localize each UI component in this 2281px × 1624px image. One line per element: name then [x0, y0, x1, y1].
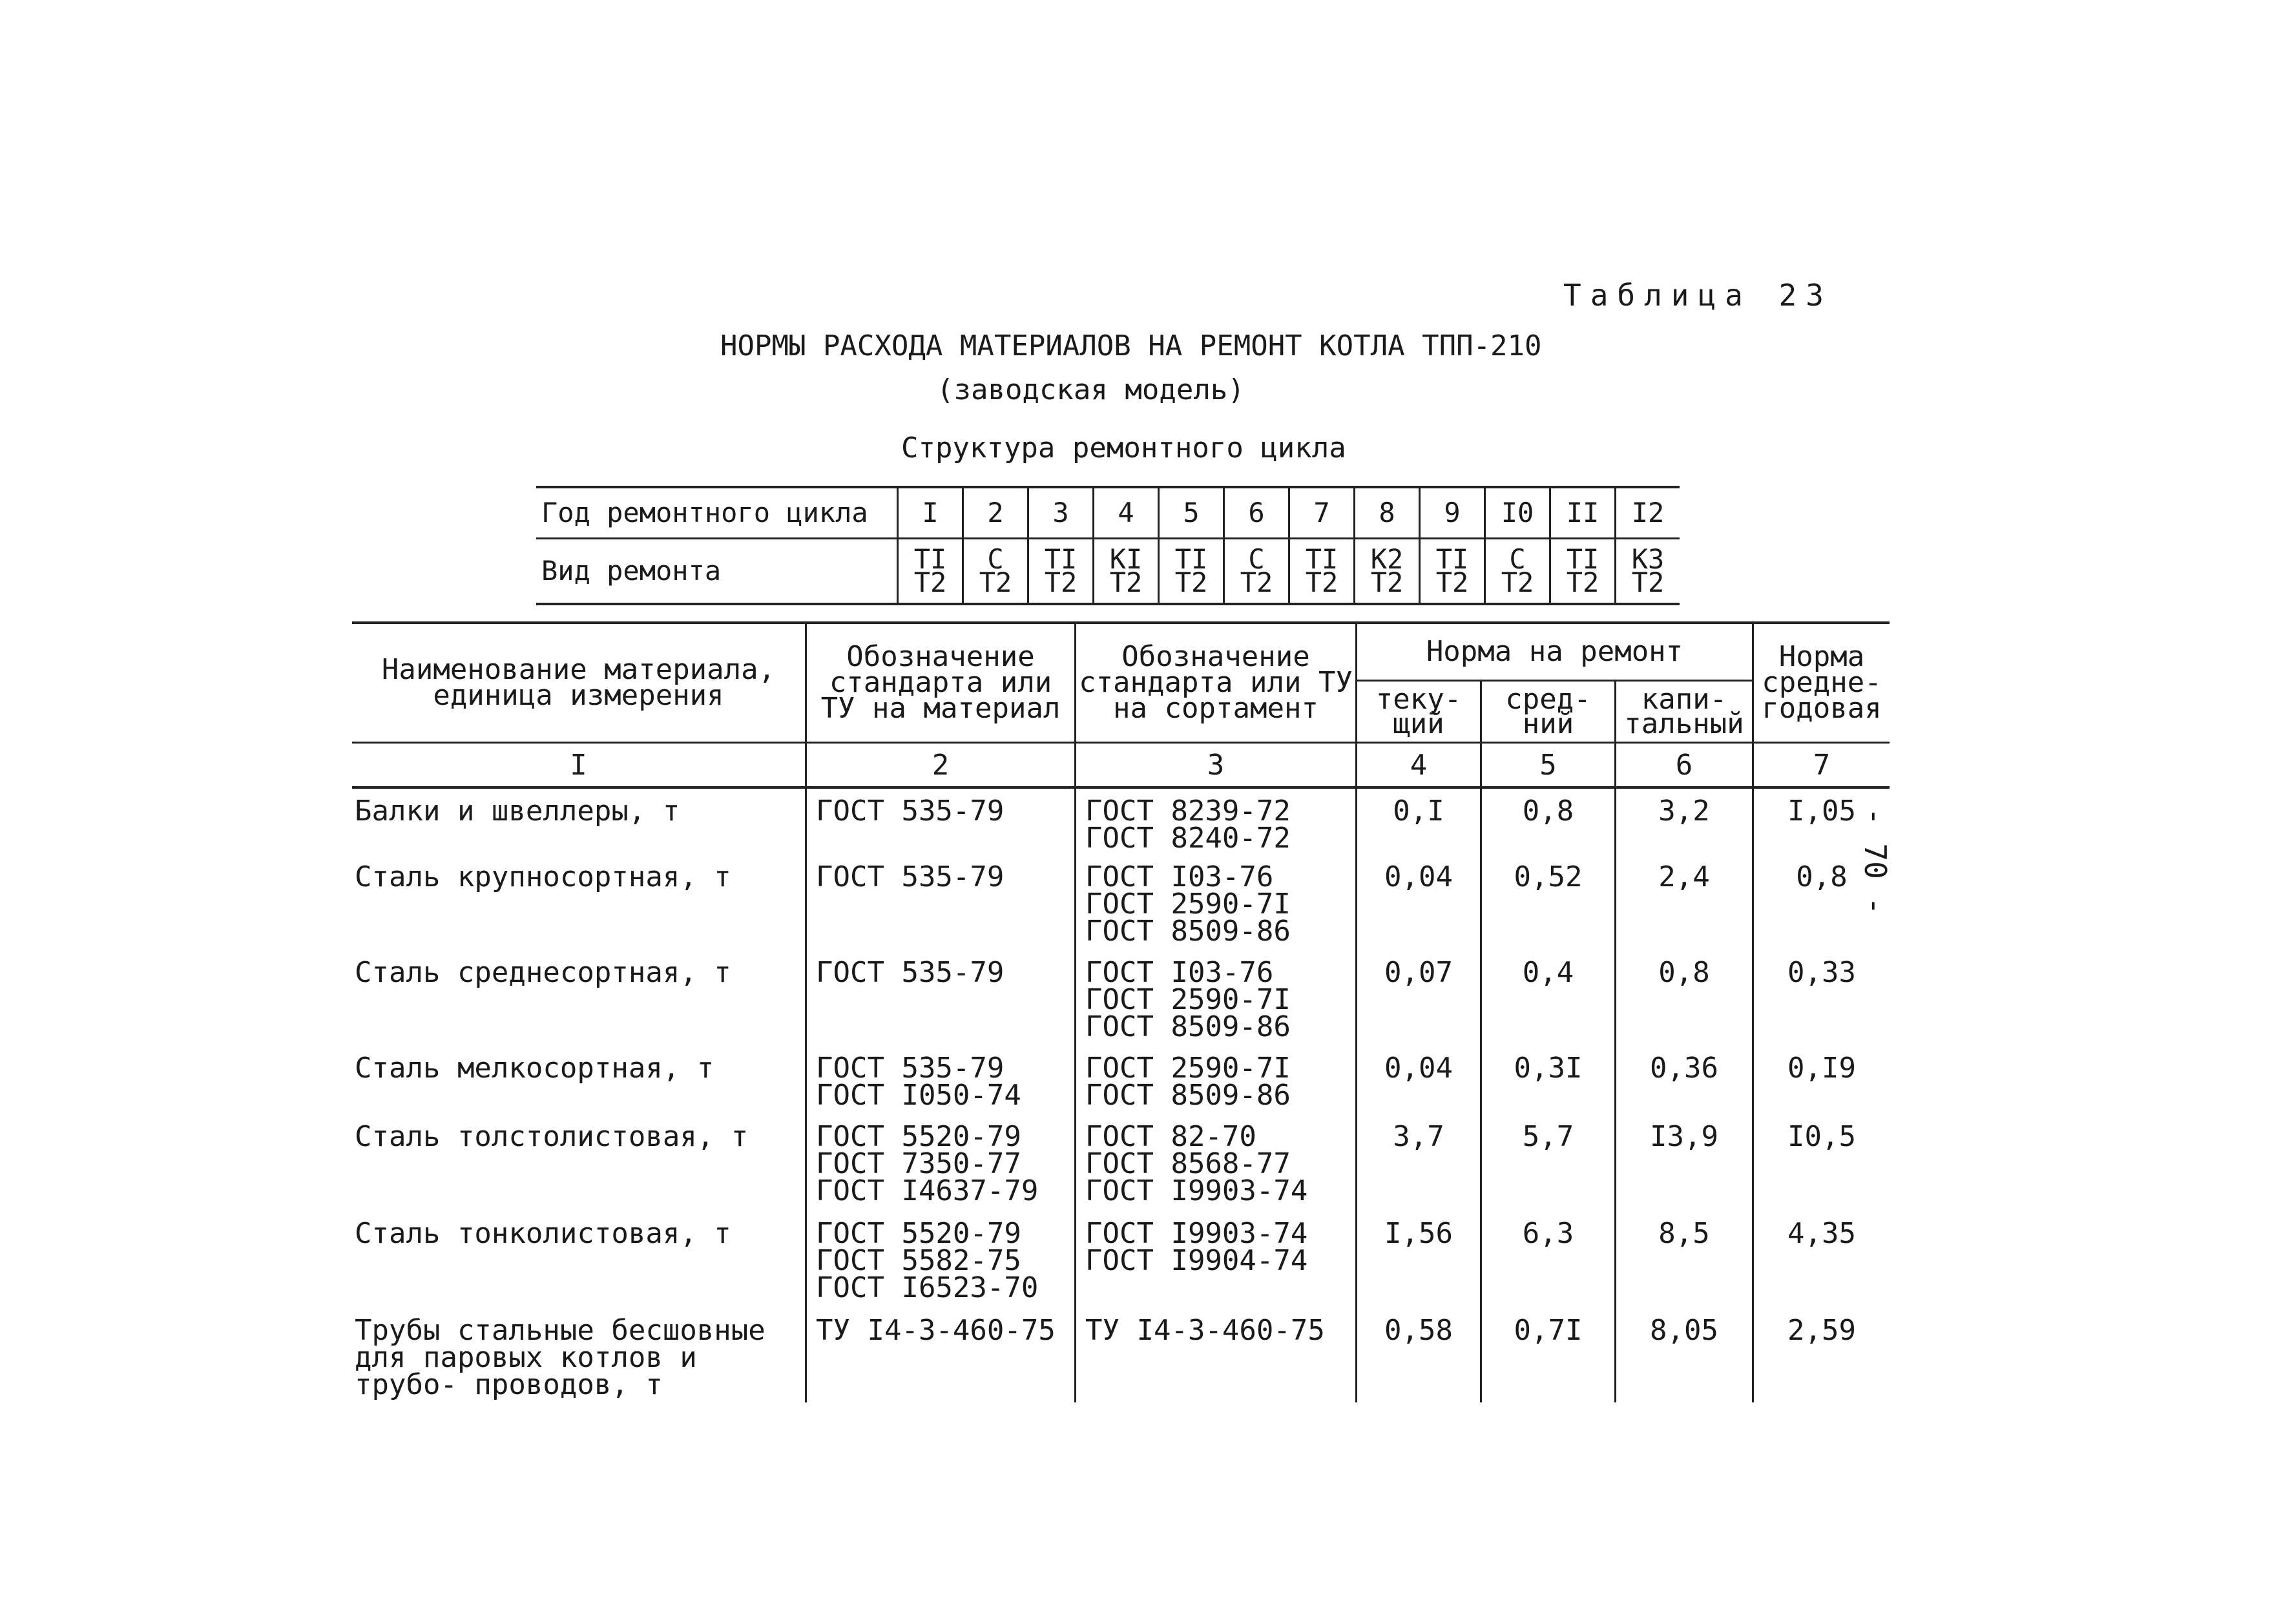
norm-medium: 0,3I [1481, 1046, 1616, 1114]
column-number: 4 [1357, 743, 1481, 788]
cycle-type-label: Вид ремонта [536, 539, 898, 605]
table-row [352, 1308, 1890, 1402]
table-row [352, 787, 1890, 855]
norm-average: I0,5 [1753, 1114, 1890, 1211]
header-medium: сред- ний [1481, 681, 1616, 743]
norm-medium: 0,8 [1481, 787, 1616, 855]
cycle-type-cell: TI T2 [1159, 539, 1224, 605]
column-number: I [352, 743, 806, 788]
cycle-caption: Структура ремонтного цикла [901, 432, 1346, 464]
cycle-type-cell: TI T2 [1289, 539, 1355, 605]
material-sort: ГОСТ I9903-74 ГОСТ I9904-74 [1076, 1211, 1357, 1308]
table-row [352, 1046, 1890, 1114]
header-std: Обозначение стандарта или ТУ на материал [806, 623, 1076, 743]
norm-average: 0,33 [1753, 950, 1890, 1046]
repair-cycle-table [536, 486, 1680, 605]
cycle-year: 8 [1355, 487, 1420, 539]
cycle-type-cell: C T2 [1485, 539, 1550, 605]
cycle-year: I0 [1485, 487, 1550, 539]
column-number: 2 [806, 743, 1076, 788]
column-numbers-row [352, 743, 1890, 788]
norm-average: 0,I9 [1753, 1046, 1890, 1114]
norm-capital: 0,36 [1616, 1046, 1753, 1114]
norm-average: I,05 [1753, 787, 1890, 855]
page-number: - 70 - [1858, 807, 1893, 915]
cycle-year: II [1550, 487, 1616, 539]
material-sort: ГОСТ 8239-72 ГОСТ 8240-72 [1076, 787, 1357, 855]
cycle-type-cell: TI T2 [1550, 539, 1616, 605]
cycle-type-cell: K3 T2 [1616, 539, 1680, 605]
cycle-year-row [536, 487, 1680, 539]
cycle-year: 6 [1224, 487, 1289, 539]
material-std: ГОСТ 5520-79 ГОСТ 5582-75 ГОСТ I6523-70 [806, 1211, 1076, 1308]
header-norm: Норма на ремонт [1357, 623, 1753, 681]
norm-medium: 0,4 [1481, 950, 1616, 1046]
cycle-type-cell: TI T2 [1028, 539, 1094, 605]
norm-medium: 5,7 [1481, 1114, 1616, 1211]
norm-capital: 2,4 [1616, 855, 1753, 950]
cycle-type-cell: KI T2 [1094, 539, 1159, 605]
cycle-year: 2 [963, 487, 1028, 539]
cycle-type-cell: TI T2 [1420, 539, 1485, 605]
table-title: НОРМЫ РАСХОДА МАТЕРИАЛОВ НА РЕМОНТ КОТЛА ТПП-210 [720, 329, 1542, 362]
material-std: ТУ I4-3-460-75 [806, 1308, 1076, 1402]
norm-medium: 0,7I [1481, 1308, 1616, 1402]
cycle-year: 4 [1094, 487, 1159, 539]
material-name: Трубы стальные бесшовные для паровых котлов и трубо- проводов, т [355, 1314, 766, 1401]
column-number: 5 [1481, 743, 1616, 788]
norm-current: 0,58 [1357, 1308, 1481, 1402]
material-std: ГОСТ 5520-79 ГОСТ 7350-77 ГОСТ I4637-79 [806, 1114, 1076, 1211]
norm-capital: 8,05 [1616, 1308, 1753, 1402]
materials-norms-table [352, 621, 1890, 1402]
cycle-year: 3 [1028, 487, 1094, 539]
material-name: Сталь крупносортная, т [355, 860, 731, 893]
norm-current: 0,04 [1357, 855, 1481, 950]
norm-medium: 0,52 [1481, 855, 1616, 950]
material-std: ГОСТ 535-79 [806, 787, 1076, 855]
cycle-year: I2 [1616, 487, 1680, 539]
material-sort: ГОСТ I03-76 ГОСТ 2590-7I ГОСТ 8509-86 [1076, 855, 1357, 950]
table-row [352, 950, 1890, 1046]
norm-average: 2,59 [1753, 1308, 1890, 1402]
header-row [352, 623, 1890, 681]
norm-average: 0,8 [1753, 855, 1890, 950]
table-row [352, 1114, 1890, 1211]
table-subtitle: (заводская модель) [937, 373, 1245, 406]
table-row [352, 1211, 1890, 1308]
header-sort: Обозначение стандарта или ТУ на сортамент [1076, 623, 1357, 743]
table-row [352, 855, 1890, 950]
header-current: теку- щий [1357, 681, 1481, 743]
norm-current: 0,07 [1357, 950, 1481, 1046]
material-name: Сталь среднесортная, т [355, 956, 731, 989]
norm-current: 0,I [1357, 787, 1481, 855]
material-name: Балки и швеллеры, т [355, 795, 680, 828]
header-capital: капи- тальный [1616, 681, 1753, 743]
cycle-year: 7 [1289, 487, 1355, 539]
norm-capital: 3,2 [1616, 787, 1753, 855]
material-std: ГОСТ 535-79 ГОСТ I050-74 [806, 1046, 1076, 1114]
column-number: 6 [1616, 743, 1753, 788]
material-sort: ГОСТ 2590-7I ГОСТ 8509-86 [1076, 1046, 1357, 1114]
cycle-year: 9 [1420, 487, 1485, 539]
header-avg: Норма средне- годовая [1753, 623, 1890, 743]
header-name: Наименование материала, единица измерения [352, 623, 806, 743]
column-number: 7 [1753, 743, 1890, 788]
column-number: 3 [1076, 743, 1357, 788]
norm-current: I,56 [1357, 1211, 1481, 1308]
material-name: Сталь толстолистовая, т [355, 1120, 749, 1153]
material-name: Сталь тонколистовая, т [355, 1217, 731, 1250]
material-sort: ТУ I4-3-460-75 [1076, 1308, 1357, 1402]
norm-medium: 6,3 [1481, 1211, 1616, 1308]
cycle-year-label: Год ремонтного цикла [536, 487, 898, 539]
norm-current: 3,7 [1357, 1114, 1481, 1211]
norm-current: 0,04 [1357, 1046, 1481, 1114]
material-std: ГОСТ 535-79 [806, 950, 1076, 1046]
cycle-type-row [536, 539, 1680, 605]
cycle-type-cell: K2 T2 [1355, 539, 1420, 605]
material-name: Сталь мелкосортная, т [355, 1052, 714, 1085]
norm-capital: 8,5 [1616, 1211, 1753, 1308]
norm-capital: 0,8 [1616, 950, 1753, 1046]
cycle-year: I [898, 487, 963, 539]
material-sort: ГОСТ I03-76 ГОСТ 2590-7I ГОСТ 8509-86 [1076, 950, 1357, 1046]
material-std: ГОСТ 535-79 [806, 855, 1076, 950]
material-sort: ГОСТ 82-70 ГОСТ 8568-77 ГОСТ I9903-74 [1076, 1114, 1357, 1211]
cycle-type-cell: TI T2 [898, 539, 963, 605]
norm-average: 4,35 [1753, 1211, 1890, 1308]
table-label: Таблица 23 [1563, 278, 1833, 313]
norm-capital: I3,9 [1616, 1114, 1753, 1211]
cycle-type-cell: C T2 [963, 539, 1028, 605]
cycle-type-cell: C T2 [1224, 539, 1289, 605]
cycle-year: 5 [1159, 487, 1224, 539]
